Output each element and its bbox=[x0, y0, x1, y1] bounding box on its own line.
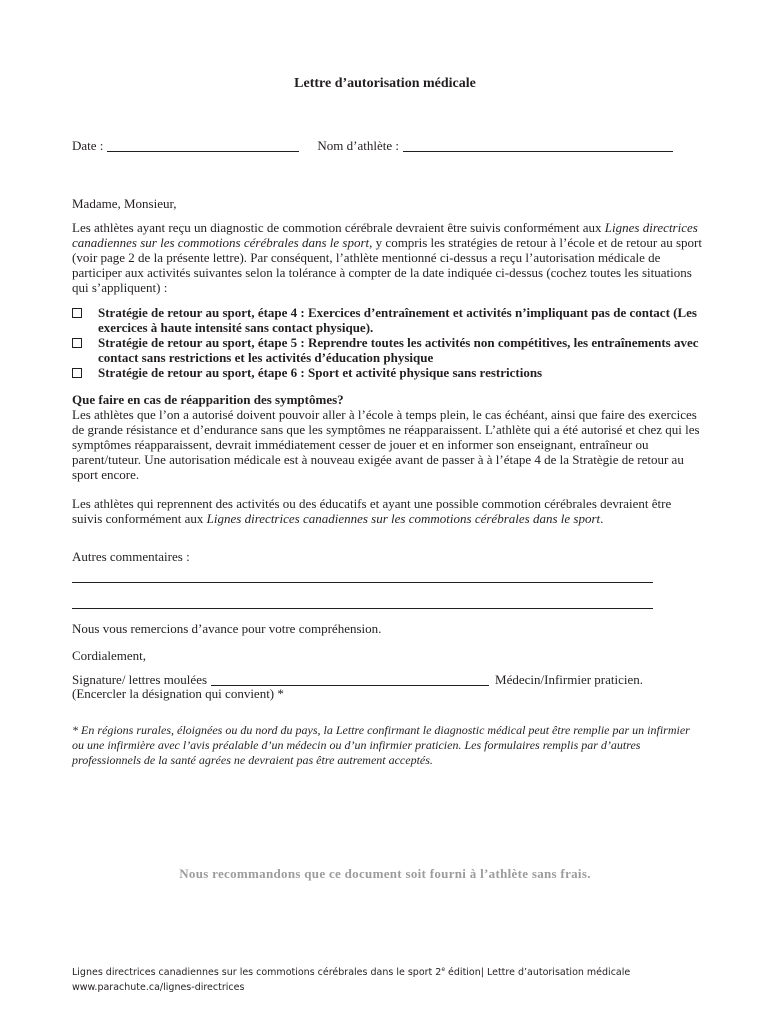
page-footer bbox=[72, 962, 712, 995]
thanks-text: Nous vous remercions d’avance pour votre compréhension. bbox=[72, 621, 382, 636]
date-label: Date : bbox=[72, 138, 104, 153]
date-field[interactable] bbox=[107, 139, 299, 152]
recommendation-note: Nous recommandons que ce document soit fourni à l’athlète sans frais. bbox=[179, 866, 591, 881]
designation-text: Médecin/Infirmier praticien. bbox=[495, 672, 644, 687]
second-paragraph-text-1: Les athlètes qui reprennent des activités ou des éducatifs et ayant une possible commotion cérébrales devraient être suivis conformément aux bbox=[72, 496, 672, 526]
intro-text-1: Les athlètes ayant reçu un diagnostic de commotion cérébrale devraient être suivis conformément aux bbox=[72, 220, 602, 235]
checkbox-icon[interactable] bbox=[72, 308, 82, 318]
second-paragraph-text-2: . bbox=[600, 511, 604, 526]
footer-url[interactable]: www.parachute.ca/lignes-directrices bbox=[72, 982, 245, 994]
closing-text: Cordialement, bbox=[72, 648, 147, 663]
footnote: * En régions rurales, éloignées ou du nord du pays, la Lettre confirmant le diagnostic médical peut être remplie par un infirmier ou une infirmière avec l’avis préalable d’un médecin ou d’un infirmier praticien. Les formulaires remplis par d’autres professionnels de la santé agrées ne devraient pas être autrement acceptés. bbox=[72, 723, 690, 767]
checkbox-icon[interactable] bbox=[72, 368, 82, 378]
second-paragraph bbox=[72, 496, 702, 526]
checklist-item-step4[interactable] bbox=[72, 305, 702, 335]
checklist-label: Stratégie de retour au sport, étape 5 : Reprendre toutes les activités non compétitives, les entraînements avec contact sans restrictions et les activités d’éducation physique bbox=[98, 335, 699, 365]
checklist-item-step6[interactable] bbox=[72, 365, 702, 380]
guidelines-title-italic: Lignes directrices canadiennes sur les commotions cérébrales dans le sport bbox=[72, 220, 698, 250]
signature-field[interactable] bbox=[211, 673, 489, 686]
signature-label: Signature/ lettres moulées bbox=[72, 672, 208, 687]
footer-line-1 bbox=[72, 962, 712, 980]
symptoms-text: Les athlètes que l’on a autorisé doivent pouvoir aller à l’école à temps plein, le cas échéant, ainsi que faire des exercices de grande résistance et d’endurance sans que les symptômes ne réapparaissent. L’athlète qui a été autorisé et chez qui les symptômes réapparaissent, devrait immédiatement cesser de jouer et en informer son enseignant, entraîneur ou parent/tuteur. Une autorisation médicale est à nouveau exigée avant de passer à à l’étape 4 de la Stratègie de retour au sport encore. bbox=[72, 407, 700, 482]
intro-paragraph bbox=[72, 220, 702, 295]
athlete-name-label: Nom d’athlète : bbox=[317, 138, 399, 153]
checklist-item-step5[interactable] bbox=[72, 335, 702, 365]
encircle-note: (Encercler la désignation qui convient) * bbox=[72, 686, 284, 701]
guidelines-title-italic: Lignes directrices canadiennes sur les commotions cérébrales dans le sport bbox=[206, 511, 601, 526]
footer-superscript: e bbox=[441, 966, 446, 973]
footer-text-1b: édition| Lettre d’autorisation médicale bbox=[445, 967, 631, 979]
comments-label: Autres commentaires : bbox=[72, 549, 190, 564]
checkbox-icon[interactable] bbox=[72, 338, 82, 348]
symptoms-section bbox=[72, 392, 702, 482]
athlete-name-field[interactable] bbox=[403, 139, 673, 152]
intro-text-2: , y compris les stratégies de retour à l’école et de retour au sport (voir page 2 de la présente lettre). Par conséquent, l’athlète mentionné ci-dessus a reçu l’autorisation médicale de participer aux activités suivantes selon la tolérance à compter de la date indiquée ci-dessus (cochez toutes les situations qui s’appliquent) : bbox=[72, 235, 702, 295]
salutation bbox=[72, 196, 702, 211]
checklist-label: Stratégie de retour au sport, étape 6 : Sport et activité physique sans restrictions bbox=[98, 365, 543, 380]
symptoms-heading: Que faire en cas de réapparition des symptômes? bbox=[72, 392, 344, 407]
footer-text-1a: Lignes directrices canadiennes sur les commotions cérébrales dans le sport 2 bbox=[72, 967, 442, 979]
checklist-label: Stratégie de retour au sport, étape 4 : Exercices d’entraînement et activités n’impliquant pas de contact (Les exercices à haute intensité sans contact physique). bbox=[98, 305, 697, 335]
salutation-text: Madame, Monsieur, bbox=[72, 196, 177, 211]
document-title: Lettre d’autorisation médicale bbox=[294, 76, 476, 91]
comment-line-1[interactable] bbox=[72, 582, 653, 583]
header-fields bbox=[72, 138, 712, 154]
return-to-sport-checklist bbox=[72, 305, 702, 380]
comment-line-2[interactable] bbox=[72, 608, 653, 609]
